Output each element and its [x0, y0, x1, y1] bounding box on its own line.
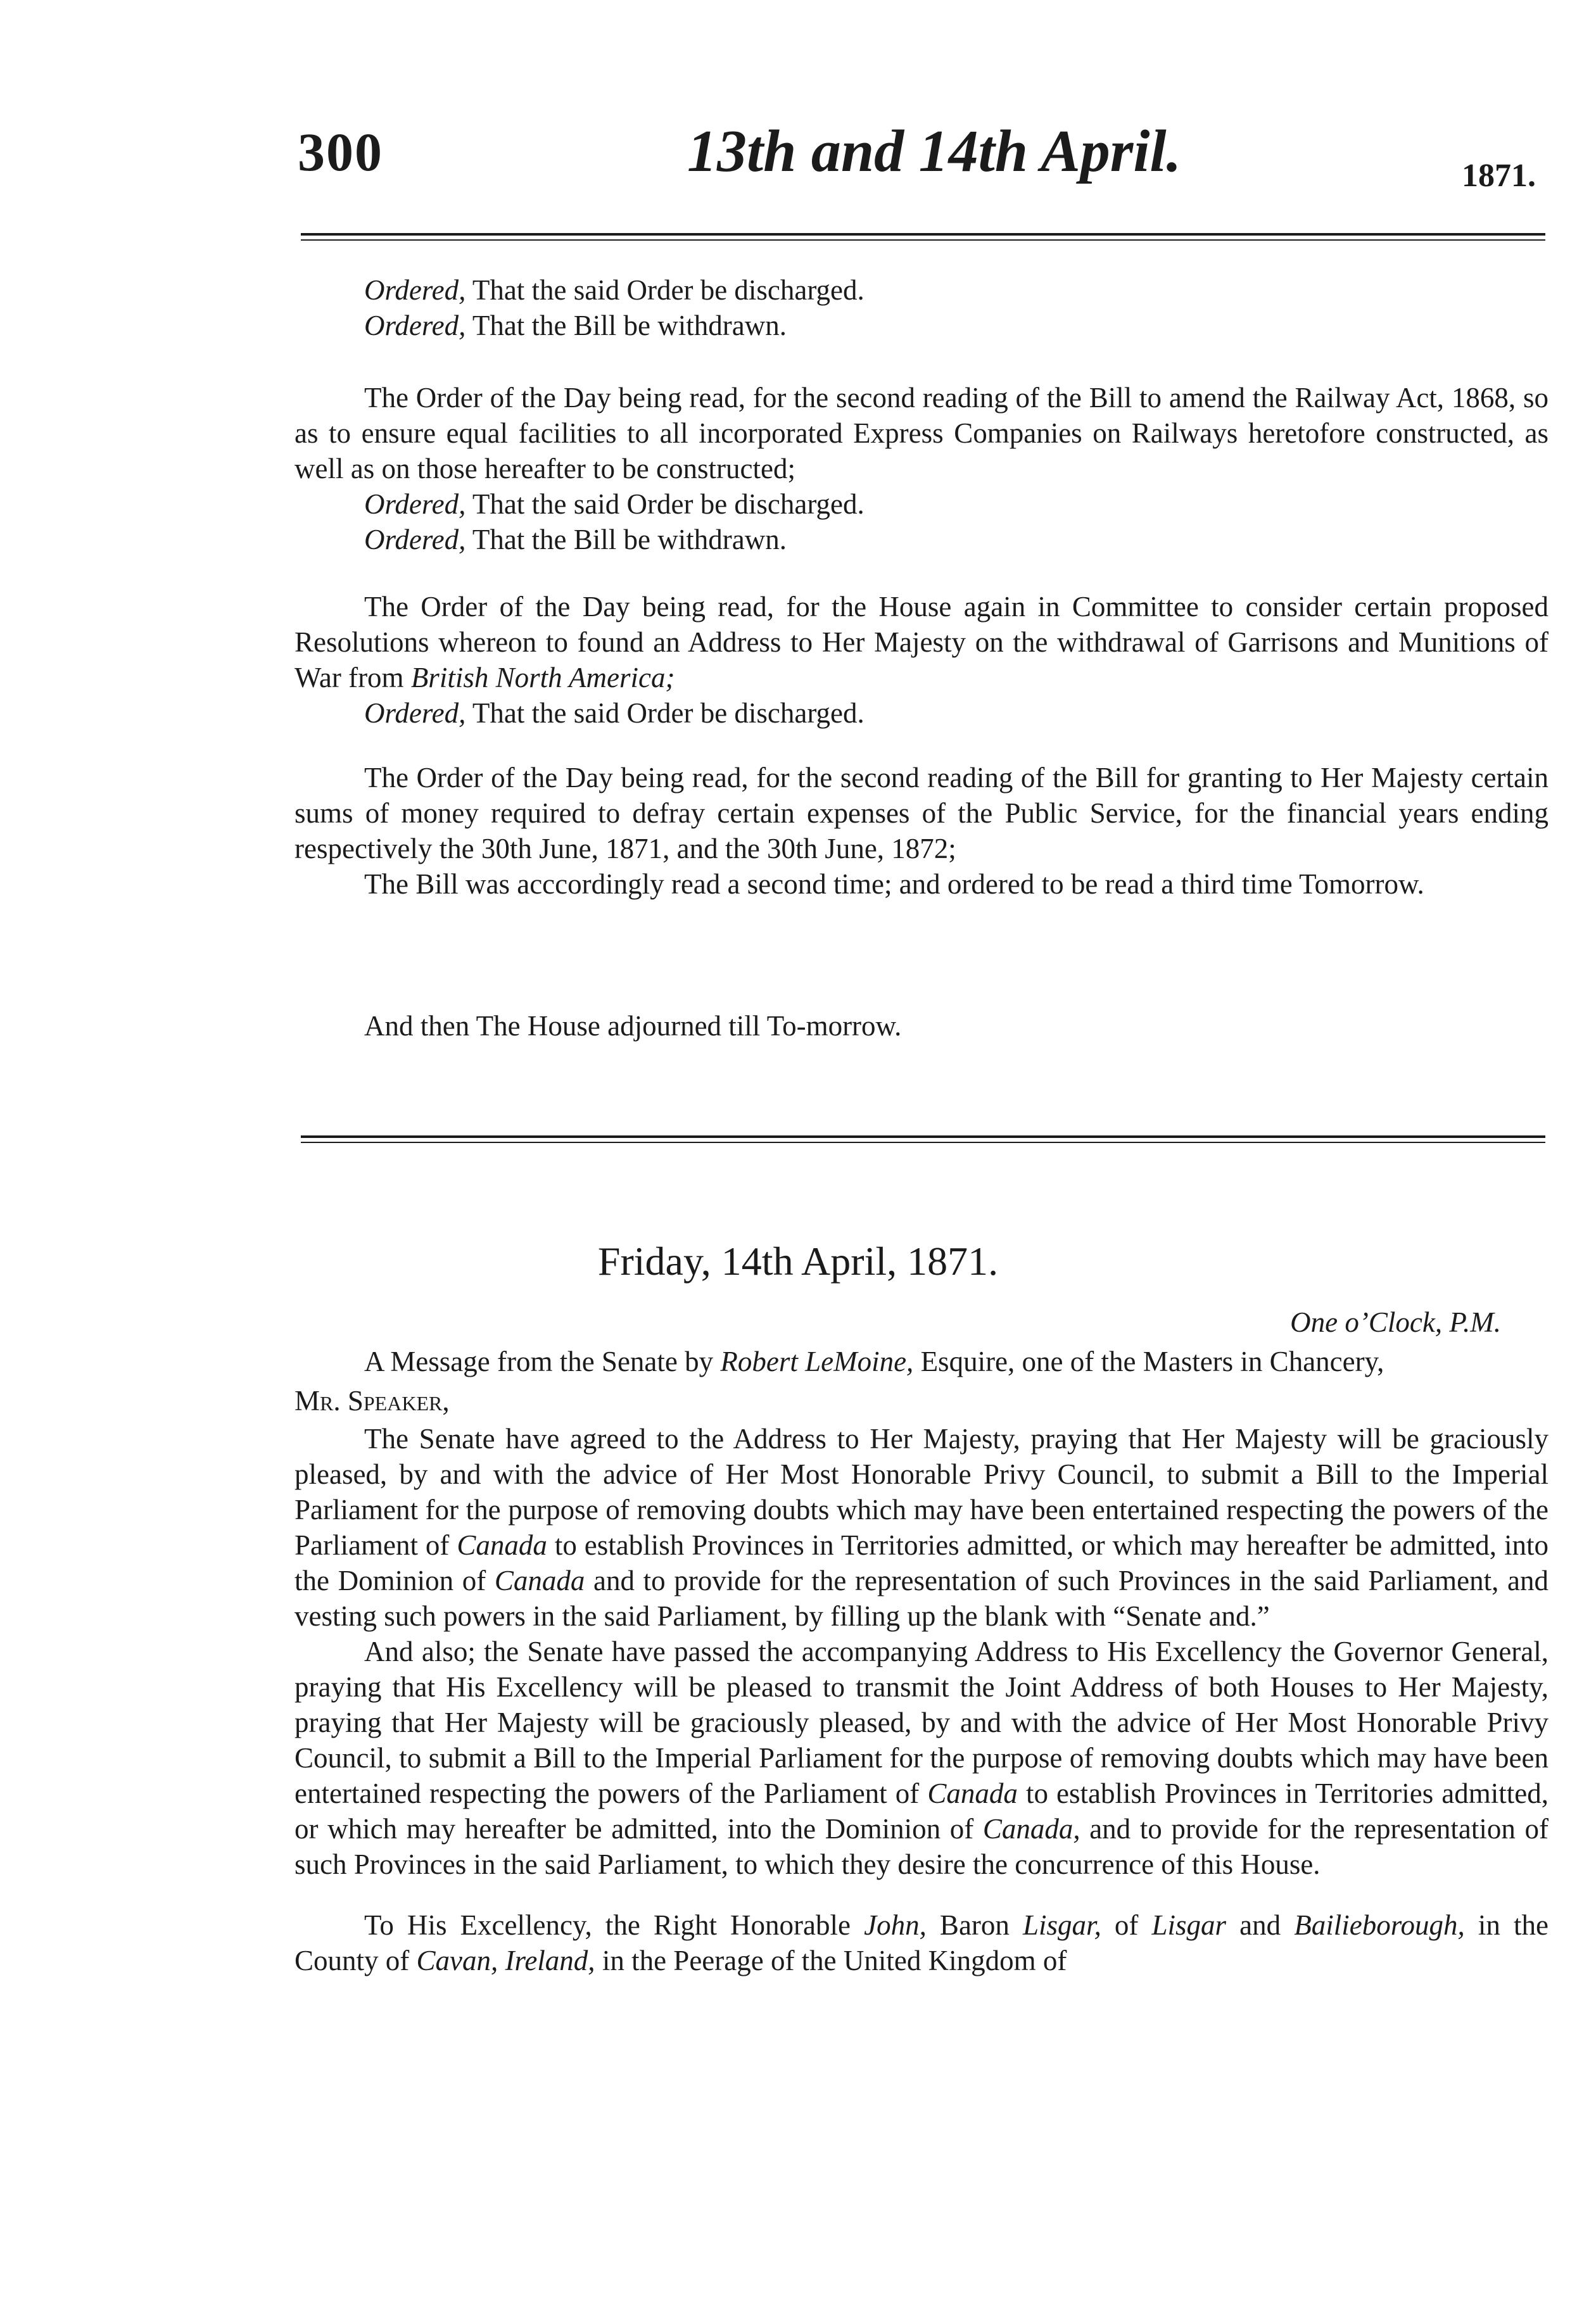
message-text: to establish Provinces in Territories admitted, or which may hereafter be admitted, into the Dominion of: [294, 1778, 1548, 1845]
paragraph-5: [294, 1008, 1548, 1044]
message-text: and to provide for the representation of such Provinces in the said Parliament, and vesting such powers in the said Parliament, by filling up the blank with “Senate and.”: [294, 1565, 1549, 1632]
message-text: and to provide for the representation of such Provinces in the said Parliament, to which they desire the concurrence of this House.: [294, 1813, 1548, 1880]
place-name: Canada: [927, 1778, 1018, 1809]
paragraph-2: [294, 380, 1548, 557]
address-text: of: [1101, 1909, 1152, 1941]
page-number: 300: [298, 122, 383, 182]
message-text: The Senate have agreed to the Address to Her Majesty, praying that Her Majesty will be graciously pleased, by and with the advice of Her Most Honorable Privy Council, to submit a Bill to the Imperial Parliament for the purpose of removing doubts which may have been entertained respecting the powers of the Parliament of: [294, 1423, 1548, 1561]
address-text: in the Peerage of the United Kingdom of: [595, 1945, 1067, 1976]
message-text: Esquire, one of the Masters in Chancery,: [913, 1346, 1384, 1377]
address-text: in the County of: [294, 1909, 1548, 1976]
section-heading: Friday, 14th April, 1871.: [597, 1239, 999, 1284]
ordered-label: Ordered,: [364, 310, 466, 341]
paragraph-text: The Bill was acccordingly read a second time; and ordered to be read a third time Tomorrow.: [364, 868, 1424, 900]
person-name: Robert LeMoine,: [720, 1346, 914, 1377]
paragraph-4: [294, 760, 1548, 902]
ordered-text: That the Bill be withdrawn.: [466, 524, 787, 555]
address-text: and: [1226, 1909, 1295, 1941]
place-name: British North America;: [410, 662, 675, 693]
place-name: Canada: [457, 1529, 547, 1561]
ordered-text: That the said Order be discharged.: [466, 488, 864, 520]
address-text: Baron: [926, 1909, 1023, 1941]
ordered-label: Ordered,: [364, 274, 466, 306]
speaker-salutation: Mr. Speaker,: [294, 1385, 450, 1417]
person-name: John,: [864, 1909, 927, 1941]
ordered-label: Ordered,: [364, 524, 466, 555]
senate-message: [294, 1305, 1548, 1978]
place-name: Lisgar: [1151, 1909, 1227, 1941]
ordered-text: That the Bill be withdrawn.: [466, 310, 787, 341]
ordered-text: That the said Order be discharged.: [466, 274, 864, 306]
header-rule: [301, 233, 1545, 241]
paragraph-text: The Order of the Day being read, for the second reading of the Bill for granting to Her Majesty certain sums of money required to defray certain expenses of the Public Service, for the financial years ending respectively the 30th June, 1871, and the 30th June, 1872;: [294, 762, 1548, 864]
page-header-year: 1871.: [1462, 158, 1536, 194]
place-name: Lisgar,: [1023, 1909, 1101, 1941]
message-text: And also; the Senate have passed the accompanying Address to His Excellency the Governor General, praying that His Excellency will be pleased to transmit the Joint Address of both Houses to Her Majesty, praying that Her Majesty will be graciously pleased, by and with the advice of Her Most Honorable Privy Council, to submit a Bill to the Imperial Parliament for the purpose of removing doubts which may have been entertained respecting the powers of the Parliament of: [294, 1636, 1548, 1809]
ordered-label: Ordered,: [364, 697, 466, 729]
sitting-time: One o’Clock, P.M.: [1290, 1306, 1501, 1338]
adjournment-text: And then The House adjourned till To-morrow.: [364, 1010, 902, 1042]
page-header-title: 13th and 14th April.: [687, 118, 1182, 184]
paragraph-3: [294, 589, 1548, 731]
paragraph-text: The Order of the Day being read, for the second reading of the Bill to amend the Railway Act, 1868, so as to ensure equal facilities to all incorporated Express Companies on Railways heretofore constructed, as well as on those hereafter to be constructed;: [294, 382, 1548, 484]
paragraph-text: The Order of the Day being read, for the House again in Committee to consider certain proposed Resolutions whereon to found an Address to Her Majesty on the withdrawal of Garrisons and Munitions of War from: [294, 591, 1548, 693]
ordered-label: Ordered,: [364, 488, 466, 520]
address-text: To His Excellency, the Right Honorable: [364, 1909, 864, 1941]
place-name: Canada: [494, 1565, 585, 1596]
section-rule: [301, 1135, 1545, 1143]
place-name: Cavan, Ireland,: [416, 1945, 595, 1976]
place-name: Bailieborough,: [1294, 1909, 1465, 1941]
place-name: Canada,: [982, 1813, 1080, 1845]
paragraph-1: [294, 272, 1548, 343]
ordered-text: That the said Order be discharged.: [466, 697, 864, 729]
message-text: to establish Provinces in Territories admitted, or which may hereafter be admitted, into the Dominion of: [294, 1529, 1548, 1596]
message-text: A Message from the Senate by: [364, 1346, 721, 1377]
